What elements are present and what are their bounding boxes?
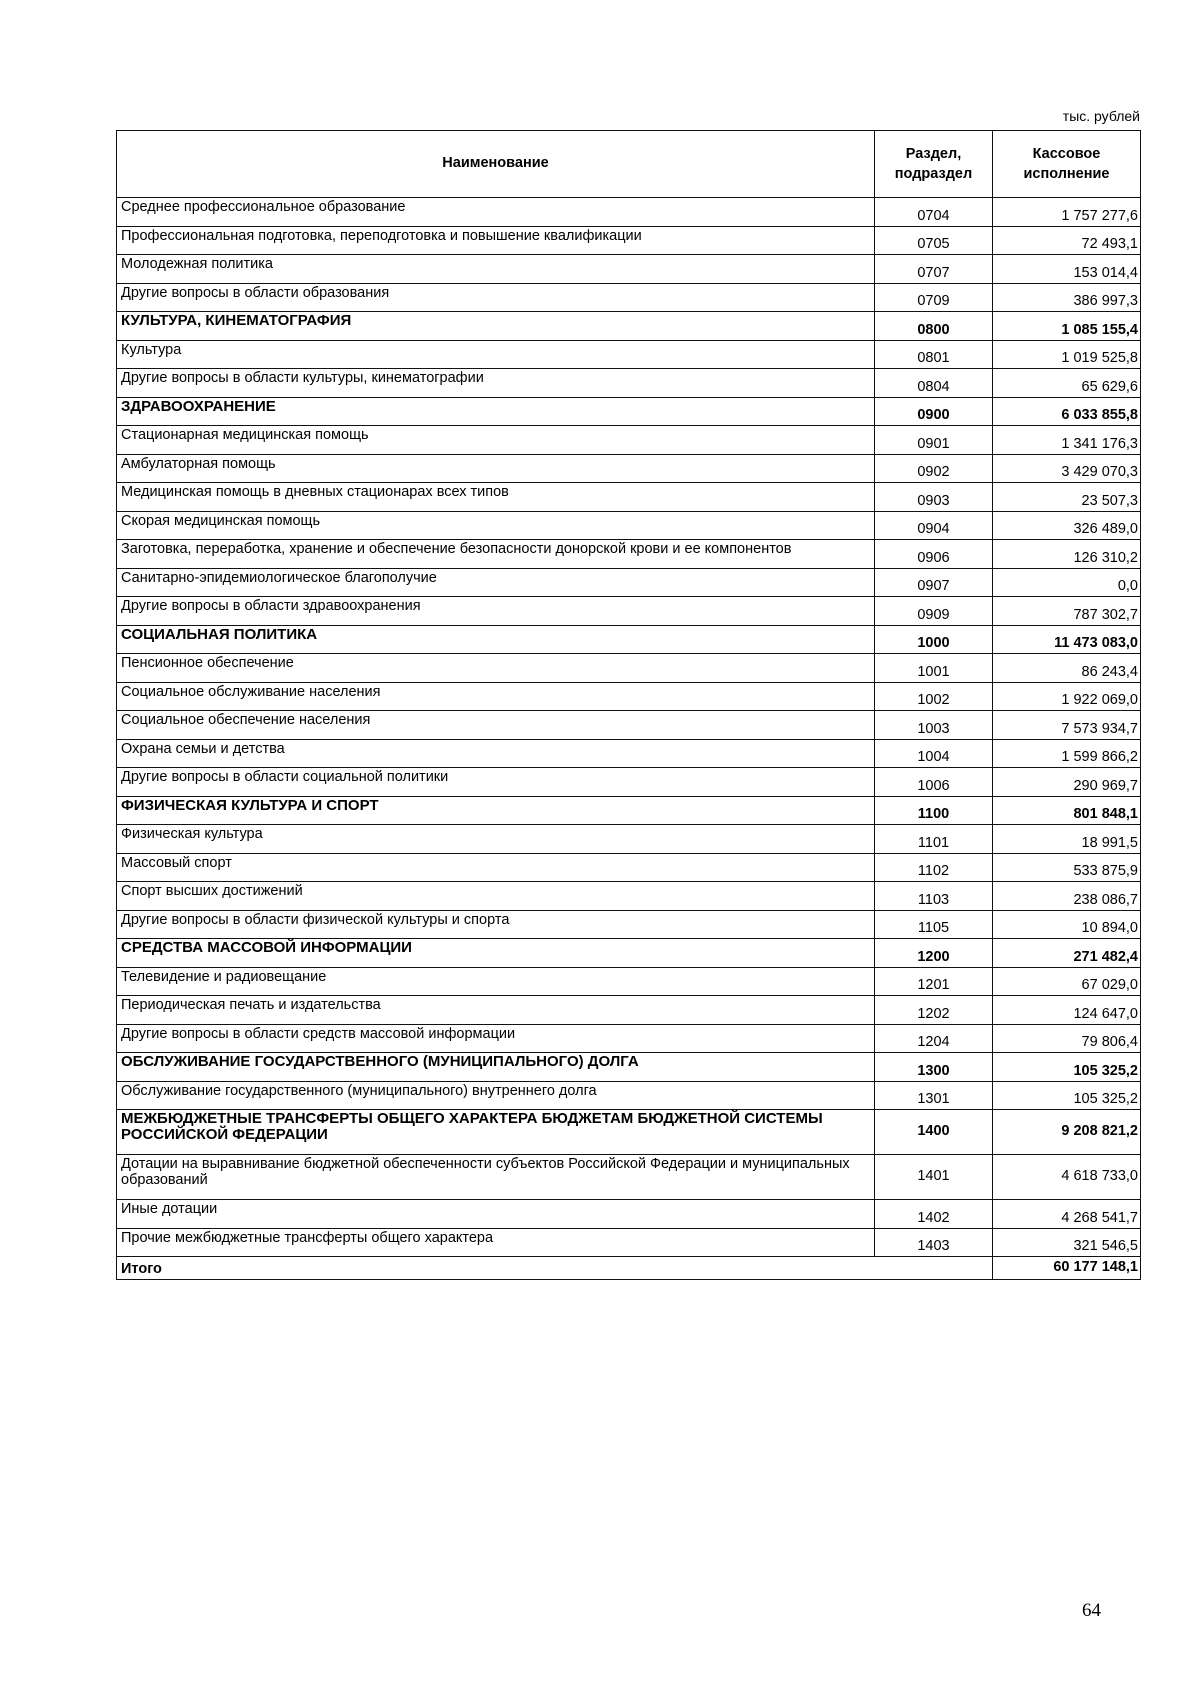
row-name: Другие вопросы в области здравоохранения — [117, 597, 875, 626]
row-amount: 23 507,3 — [993, 483, 1141, 512]
row-name: МЕЖБЮДЖЕТНЫЕ ТРАНСФЕРТЫ ОБЩЕГО ХАРАКТЕРА БЮДЖЕТАМ БЮДЖЕТНОЙ СИСТЕМЫ РОССИЙСКОЙ ФЕДЕРАЦИИ — [117, 1110, 875, 1155]
row-name: Амбулаторная помощь — [117, 454, 875, 483]
row-code: 0909 — [875, 597, 993, 626]
subsection-row — [117, 454, 1141, 483]
row-name: Пенсионное обеспечение — [117, 654, 875, 683]
row-amount: 18 991,5 — [993, 825, 1141, 854]
page-number: 64 — [1082, 1600, 1101, 1621]
subsection-row — [117, 1081, 1141, 1110]
row-code: 1100 — [875, 796, 993, 825]
section-row — [117, 312, 1141, 341]
row-code: 1401 — [875, 1155, 993, 1200]
row-name: Массовый спорт — [117, 853, 875, 882]
budget-execution-table — [116, 130, 1141, 1280]
header-amount — [993, 131, 1141, 198]
row-amount: 124 647,0 — [993, 996, 1141, 1025]
row-amount: 533 875,9 — [993, 853, 1141, 882]
section-row — [117, 939, 1141, 968]
subsection-row — [117, 198, 1141, 227]
subsection-row — [117, 511, 1141, 540]
row-code: 1002 — [875, 682, 993, 711]
row-amount: 326 489,0 — [993, 511, 1141, 540]
row-amount: 72 493,1 — [993, 226, 1141, 255]
subsection-row — [117, 682, 1141, 711]
row-name: Среднее профессиональное образование — [117, 198, 875, 227]
header-section — [875, 131, 993, 198]
subsection-row — [117, 654, 1141, 683]
row-code: 1103 — [875, 882, 993, 911]
row-code: 0907 — [875, 568, 993, 597]
row-code: 0709 — [875, 283, 993, 312]
row-name: ОБСЛУЖИВАНИЕ ГОСУДАРСТВЕННОГО (МУНИЦИПАЛЬНОГО) ДОЛГА — [117, 1053, 875, 1082]
row-name: Социальное обеспечение населения — [117, 711, 875, 740]
total-label: Итого — [117, 1257, 875, 1280]
row-code: 1102 — [875, 853, 993, 882]
row-amount: 1 599 866,2 — [993, 739, 1141, 768]
header-name-text: Наименование — [442, 155, 549, 171]
subsection-row — [117, 996, 1141, 1025]
row-amount: 65 629,6 — [993, 369, 1141, 398]
row-amount: 4 618 733,0 — [993, 1155, 1141, 1200]
row-amount: 1 341 176,3 — [993, 426, 1141, 455]
row-amount: 86 243,4 — [993, 654, 1141, 683]
row-code: 0906 — [875, 540, 993, 569]
row-code: 1204 — [875, 1024, 993, 1053]
row-code: 1000 — [875, 625, 993, 654]
subsection-row — [117, 483, 1141, 512]
row-code: 0902 — [875, 454, 993, 483]
row-code: 1200 — [875, 939, 993, 968]
row-code: 1006 — [875, 768, 993, 797]
row-code: 1201 — [875, 967, 993, 996]
subsection-row — [117, 910, 1141, 939]
section-row — [117, 397, 1141, 426]
subsection-row — [117, 1155, 1141, 1200]
table-body — [117, 198, 1141, 1257]
row-amount: 9 208 821,2 — [993, 1110, 1141, 1155]
row-name: ФИЗИЧЕСКАЯ КУЛЬТУРА И СПОРТ — [117, 796, 875, 825]
row-amount: 7 573 934,7 — [993, 711, 1141, 740]
row-code: 1403 — [875, 1228, 993, 1257]
row-name: СОЦИАЛЬНАЯ ПОЛИТИКА — [117, 625, 875, 654]
row-name: Скорая медицинская помощь — [117, 511, 875, 540]
subsection-row — [117, 739, 1141, 768]
subsection-row — [117, 568, 1141, 597]
row-name: Иные дотации — [117, 1200, 875, 1229]
subsection-row — [117, 369, 1141, 398]
row-code: 0903 — [875, 483, 993, 512]
row-amount: 79 806,4 — [993, 1024, 1141, 1053]
row-name: Телевидение и радиовещание — [117, 967, 875, 996]
row-code: 0705 — [875, 226, 993, 255]
row-amount: 1 019 525,8 — [993, 340, 1141, 369]
row-code: 1301 — [875, 1081, 993, 1110]
subsection-row — [117, 1228, 1141, 1257]
row-name: Другие вопросы в области социальной политики — [117, 768, 875, 797]
row-code: 1004 — [875, 739, 993, 768]
row-code: 0804 — [875, 369, 993, 398]
total-amount: 60 177 148,1 — [993, 1257, 1141, 1280]
table-header — [117, 131, 1141, 198]
row-amount: 67 029,0 — [993, 967, 1141, 996]
row-code: 1202 — [875, 996, 993, 1025]
total-row — [117, 1257, 1141, 1280]
row-amount: 321 546,5 — [993, 1228, 1141, 1257]
subsection-row — [117, 825, 1141, 854]
row-code: 1105 — [875, 910, 993, 939]
row-name: Молодежная политика — [117, 255, 875, 284]
row-amount: 290 969,7 — [993, 768, 1141, 797]
row-code: 0901 — [875, 426, 993, 455]
header-name — [117, 131, 875, 198]
subsection-row — [117, 255, 1141, 284]
row-name: Другие вопросы в области культуры, кинематографии — [117, 369, 875, 398]
row-amount: 1 757 277,6 — [993, 198, 1141, 227]
row-amount: 126 310,2 — [993, 540, 1141, 569]
row-name: Медицинская помощь в дневных стационарах всех типов — [117, 483, 875, 512]
subsection-row — [117, 340, 1141, 369]
row-name: Физическая культура — [117, 825, 875, 854]
row-code: 1402 — [875, 1200, 993, 1229]
row-name: ЗДРАВООХРАНЕНИЕ — [117, 397, 875, 426]
row-amount: 271 482,4 — [993, 939, 1141, 968]
header-section-line2: подраздел — [894, 166, 973, 182]
subsection-row — [117, 1024, 1141, 1053]
row-name: Другие вопросы в области средств массовой информации — [117, 1024, 875, 1053]
header-row — [117, 131, 1141, 198]
row-name: Профессиональная подготовка, переподготовка и повышение квалификации — [117, 226, 875, 255]
total-code-cell — [875, 1257, 993, 1280]
header-section-line1: Раздел, — [905, 146, 962, 162]
row-amount: 1 085 155,4 — [993, 312, 1141, 341]
subsection-row — [117, 967, 1141, 996]
row-name: Охрана семьи и детства — [117, 739, 875, 768]
row-name: Дотации на выравнивание бюджетной обеспеченности субъектов Российской Федерации и муниципальных образований — [117, 1155, 875, 1200]
header-amount-line2: исполнение — [1023, 166, 1110, 182]
subsection-row — [117, 768, 1141, 797]
subsection-row — [117, 882, 1141, 911]
row-name: Другие вопросы в области образования — [117, 283, 875, 312]
section-row — [117, 796, 1141, 825]
row-code: 1001 — [875, 654, 993, 683]
subsection-row — [117, 853, 1141, 882]
row-amount: 153 014,4 — [993, 255, 1141, 284]
row-name: Обслуживание государственного (муниципального) внутреннего долга — [117, 1081, 875, 1110]
row-amount: 386 997,3 — [993, 283, 1141, 312]
row-name: Периодическая печать и издательства — [117, 996, 875, 1025]
row-code: 1003 — [875, 711, 993, 740]
row-code: 0800 — [875, 312, 993, 341]
units-label: тыс. рублей — [1062, 108, 1140, 124]
row-amount: 787 302,7 — [993, 597, 1141, 626]
row-code: 1300 — [875, 1053, 993, 1082]
subsection-row — [117, 283, 1141, 312]
row-name: Стационарная медицинская помощь — [117, 426, 875, 455]
subsection-row — [117, 1200, 1141, 1229]
row-name: Другие вопросы в области физической культуры и спорта — [117, 910, 875, 939]
row-name: СРЕДСТВА МАССОВОЙ ИНФОРМАЦИИ — [117, 939, 875, 968]
row-code: 0707 — [875, 255, 993, 284]
subsection-row — [117, 426, 1141, 455]
row-name: Культура — [117, 340, 875, 369]
row-code: 1400 — [875, 1110, 993, 1155]
row-amount: 1 922 069,0 — [993, 682, 1141, 711]
row-amount: 3 429 070,3 — [993, 454, 1141, 483]
row-amount: 105 325,2 — [993, 1081, 1141, 1110]
section-row — [117, 1053, 1141, 1082]
row-code: 1101 — [875, 825, 993, 854]
row-amount: 801 848,1 — [993, 796, 1141, 825]
row-amount: 0,0 — [993, 568, 1141, 597]
subsection-row — [117, 226, 1141, 255]
row-amount: 238 086,7 — [993, 882, 1141, 911]
row-code: 0900 — [875, 397, 993, 426]
row-name: Социальное обслуживание населения — [117, 682, 875, 711]
row-name: Спорт высших достижений — [117, 882, 875, 911]
row-code: 0704 — [875, 198, 993, 227]
row-amount: 10 894,0 — [993, 910, 1141, 939]
row-code: 0904 — [875, 511, 993, 540]
subsection-row — [117, 540, 1141, 569]
row-name: Заготовка, переработка, хранение и обеспечение безопасности донорской крови и ее компонентов — [117, 540, 875, 569]
row-name: Санитарно-эпидемиологическое благополучие — [117, 568, 875, 597]
row-amount: 11 473 083,0 — [993, 625, 1141, 654]
section-row — [117, 625, 1141, 654]
row-code: 0801 — [875, 340, 993, 369]
row-name: КУЛЬТУРА, КИНЕМАТОГРАФИЯ — [117, 312, 875, 341]
section-row — [117, 1110, 1141, 1155]
row-amount: 105 325,2 — [993, 1053, 1141, 1082]
subsection-row — [117, 711, 1141, 740]
row-name: Прочие межбюджетные трансферты общего характера — [117, 1228, 875, 1257]
row-amount: 6 033 855,8 — [993, 397, 1141, 426]
row-amount: 4 268 541,7 — [993, 1200, 1141, 1229]
subsection-row — [117, 597, 1141, 626]
header-amount-line1: Кассовое — [1032, 146, 1101, 162]
